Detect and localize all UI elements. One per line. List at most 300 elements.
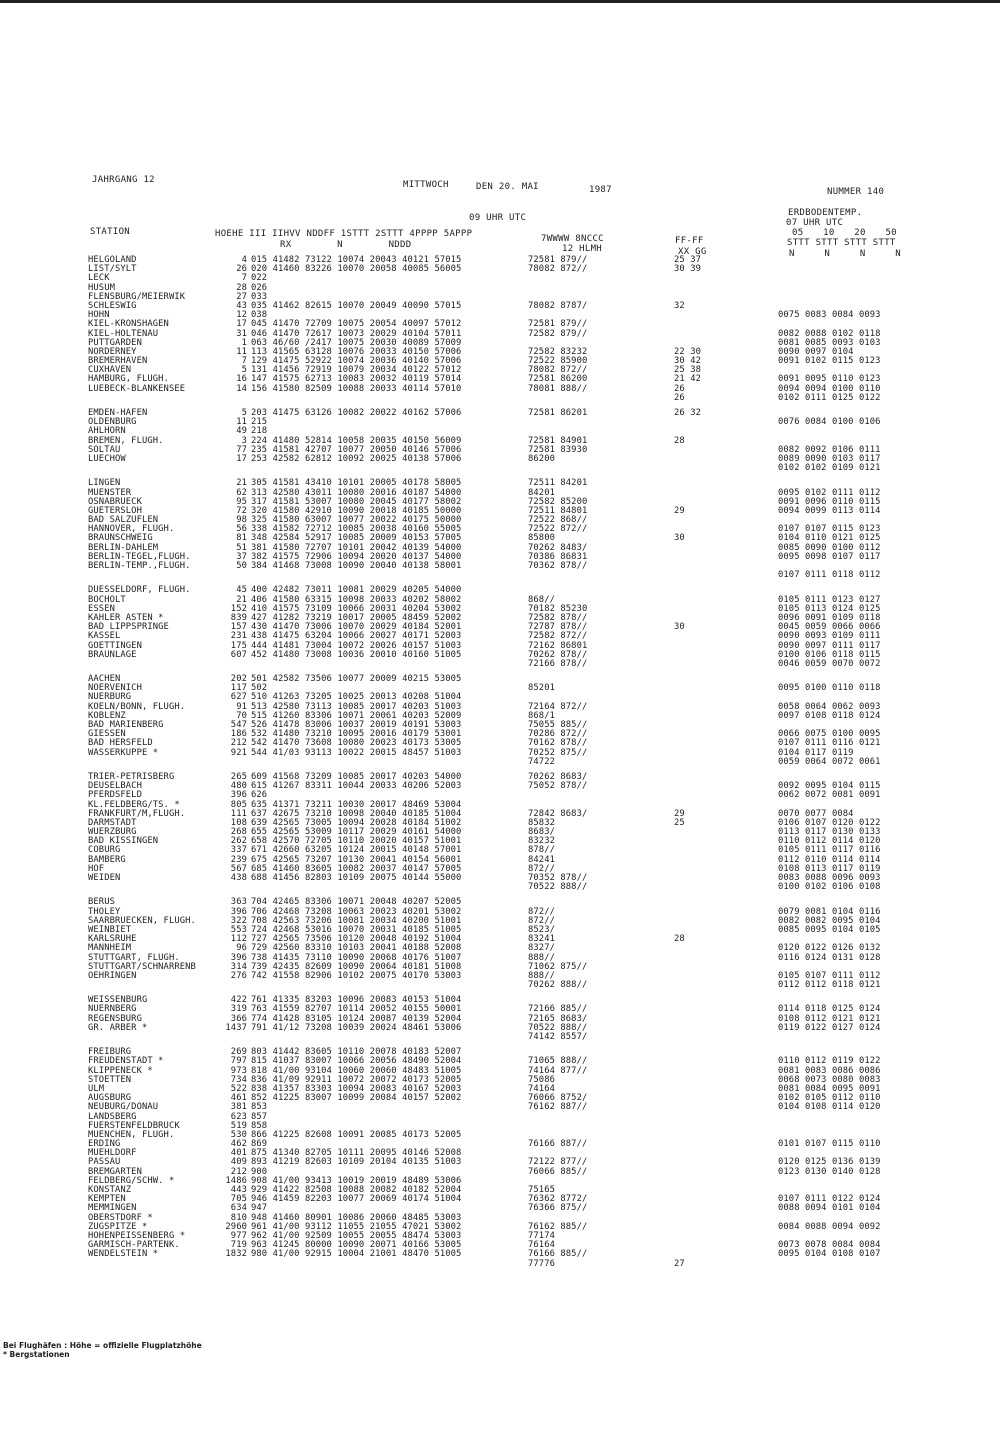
weather-cloud-groups: 70522 888//	[528, 1022, 588, 1033]
header-date: DEN 20. MAI	[476, 182, 539, 192]
station-height: 157	[230, 622, 247, 633]
station-height: 314	[230, 961, 247, 972]
synop-groups: 869	[251, 1139, 268, 1150]
soil-temperatures: 0112 0110 0114 0114	[778, 854, 881, 865]
weather-cloud-groups: 77776	[528, 1258, 555, 1269]
station-row	[88, 1204, 918, 1213]
synop-groups: 948 41460 80901 10086 20060 48485 53003	[251, 1212, 462, 1223]
station-height: 547	[230, 720, 247, 730]
station-name: KARLSRUHE	[88, 934, 137, 945]
station-name: FELDBERG/SCHW. *	[88, 1175, 175, 1186]
synop-groups: 381 41580 72707 10101 20042 40139 54000	[251, 542, 462, 553]
station-height: 152	[230, 603, 247, 614]
soil-temperatures: 0095 0102 0111 0112	[778, 487, 881, 498]
station-height: 96	[236, 943, 247, 954]
station-height: 14	[236, 383, 247, 394]
soil-temperatures: 0106 0107 0120 0122	[778, 817, 881, 828]
station-height: 11	[236, 417, 247, 428]
soil-temperatures: 0091 0096 0110 0115	[778, 496, 881, 507]
weather-cloud-groups: 83232	[528, 836, 555, 847]
station-name: BAD LIPPSPRINGE	[88, 622, 169, 633]
station-name: GOETTINGEN	[88, 640, 142, 651]
station-name: BRAUNLAGE	[88, 649, 137, 660]
station-name: DEUSELBACH	[88, 781, 142, 792]
station-height: 401	[230, 1148, 247, 1159]
synop-groups: 875 41340 82705 10111 20095 40146 52008	[251, 1148, 462, 1159]
station-height: 705	[230, 1194, 247, 1205]
station-name: AUGSBURG	[88, 1093, 132, 1104]
station-row	[88, 954, 918, 963]
station-row	[88, 427, 918, 436]
station-height: 396	[230, 790, 247, 801]
wind-gust-groups: 30	[674, 622, 685, 633]
station-height: 31	[236, 328, 247, 339]
synop-groups: 022	[251, 273, 268, 284]
station-row	[88, 265, 918, 274]
weather-cloud-groups: 84241	[528, 854, 555, 865]
station-row	[88, 926, 918, 935]
station-height: 921	[230, 747, 247, 758]
station-name: BRAUNSCHWEIG	[88, 533, 153, 544]
soil-temperatures: 0090 0093 0109 0111	[778, 631, 881, 642]
station-name: BOCHOLT	[88, 594, 126, 605]
station-name: NEUBURG/DONAU	[88, 1102, 159, 1113]
station-name: KLIPPENECK *	[88, 1065, 153, 1076]
synop-groups: 129 41475 52922 10074 20036 40140 57006	[251, 356, 462, 367]
synop-groups: 501 42582 73506 10077 20009 40215 53005	[251, 674, 462, 685]
weather-cloud-groups: 71062 875//	[528, 961, 588, 972]
soil-temperatures: 0095 0098 0107 0117	[778, 551, 881, 562]
station-name: BAMBERG	[88, 854, 126, 865]
weather-cloud-groups: 74164	[528, 1083, 555, 1094]
station-row	[88, 1140, 918, 1149]
station-row	[88, 684, 918, 693]
synop-groups: 727 42565 73506 10120 20048 40192 51004	[251, 934, 462, 945]
station-name: GARMISCH-PARTENK.	[88, 1240, 180, 1251]
station-name: NOERVENICH	[88, 683, 142, 694]
soil-temperatures: 0088 0094 0101 0104	[778, 1203, 881, 1214]
station-name: FLENSBURG/MEIERWIK	[88, 291, 186, 302]
synop-groups: 305 41581 43410 10101 20005 40178 58005	[251, 478, 462, 489]
station-height: 268	[230, 827, 247, 838]
synop-groups: 962 41/00 92509 10055 20055 48474 53003	[251, 1230, 462, 1241]
synop-groups: 739 42435 82609 10090 20064 40181 51008	[251, 961, 462, 972]
station-name: REGENSBURG	[88, 1013, 142, 1024]
soil-temperatures: 0062 0072 0081 0091	[778, 790, 881, 801]
weather-cloud-groups: 72581 86201	[528, 408, 588, 418]
weather-cloud-groups: 72162 86801	[528, 640, 588, 651]
station-height: 239	[230, 854, 247, 865]
weather-cloud-groups: 72522 868//	[528, 515, 588, 526]
station-name: LUEBECK-BLANKENSEE	[88, 383, 186, 394]
station-height: 202	[230, 674, 247, 685]
weather-cloud-groups: 72581 879//	[528, 319, 588, 330]
station-name: BERLIN-TEGEL,FLUGH.	[88, 551, 191, 562]
weather-cloud-groups: 70262 878//	[528, 649, 588, 660]
weather-cloud-groups: 72582 85200	[528, 496, 588, 507]
station-height: 262	[230, 836, 247, 847]
station-name: SOLTAU	[88, 444, 121, 455]
soil-temperatures: 0119 0122 0127 0124	[778, 1022, 881, 1033]
wind-gust-groups: 21 42	[674, 374, 701, 385]
station-name: HELGOLAND	[88, 255, 137, 265]
station-height: 337	[230, 845, 247, 856]
weather-cloud-groups: 72122 877//	[528, 1157, 588, 1168]
soil-temperatures: 0085 0095 0104 0105	[778, 924, 881, 935]
synop-groups: 430 41470 73006 10070 20029 40184 52001	[251, 622, 462, 633]
station-height: 72	[236, 505, 247, 516]
weather-cloud-groups: 70362 878//	[528, 561, 588, 571]
station-height: 27	[236, 291, 247, 302]
footer-notes	[3, 1341, 202, 1359]
synop-groups: 063 46/60 /2417 10075 20030 40089 57009	[251, 337, 462, 348]
station-height: 43	[236, 300, 247, 311]
synop-groups: 637 42675 73210 10098 20040 40185 51004	[251, 808, 462, 819]
station-height: 4	[241, 255, 247, 265]
station-name: KONSTANZ	[88, 1185, 132, 1195]
synop-groups: 658 42570 72705 10110 20020 40157 51001	[251, 836, 462, 847]
station-name: BAD SALZUFLEN	[88, 515, 159, 526]
station-height: 319	[230, 1004, 247, 1015]
weather-cloud-groups: 72582 83232	[528, 346, 588, 357]
station-height: 567	[230, 863, 247, 874]
station-height: 21	[236, 594, 247, 605]
weather-cloud-groups: 75055 885//	[528, 720, 588, 730]
station-name: MUEHLDORF	[88, 1148, 137, 1159]
header-nummer: NUMMER 140	[827, 187, 885, 197]
station-name: STUTTGART/SCHNARRENB	[88, 961, 196, 972]
synop-groups: 513 42580 73113 10085 20017 40203 51003	[251, 701, 462, 712]
station-name: LIST/SYLT	[88, 264, 137, 275]
station-row	[88, 1223, 918, 1232]
weather-cloud-groups: 70352 878//	[528, 873, 588, 883]
soil-temperatures: 0104 0110 0121 0125	[778, 533, 881, 544]
wind-gust-groups: 26	[674, 383, 685, 394]
soil-temperatures: 0090 0097 0104	[778, 346, 854, 357]
station-row	[88, 791, 918, 800]
weather-cloud-groups: 868//	[528, 594, 555, 605]
station-row	[88, 1250, 918, 1259]
station-name: LANDSBERG	[88, 1111, 137, 1122]
weather-cloud-groups: 84201	[528, 487, 555, 498]
weather-cloud-groups: 77174	[528, 1230, 555, 1241]
synop-groups: 444 41481 73004 10072 20026 40157 51003	[251, 640, 462, 651]
station-height: 91	[236, 701, 247, 712]
station-name: OLDENBURG	[88, 417, 137, 428]
weather-cloud-groups: 85201	[528, 683, 555, 694]
weather-cloud-groups: 76166 887//	[528, 1139, 588, 1150]
station-height: 1832	[225, 1249, 247, 1260]
soil-temperatures: 0059 0064 0072 0061	[778, 756, 881, 767]
soil-temperatures: 0102 0102 0109 0121	[778, 463, 881, 474]
header-erd-title: ERDBODENTEMP.	[788, 208, 863, 218]
station-row	[88, 571, 918, 580]
header-time: 09 UHR UTC	[469, 213, 527, 223]
synop-groups: 325 41580 63007 10077 20022 40175 50000	[251, 515, 462, 526]
wind-gust-groups: 30 39	[674, 264, 701, 275]
weather-cloud-groups: 86200	[528, 453, 555, 464]
synop-groups: 615 41267 83311 10044 20033 40206 52003	[251, 781, 462, 792]
station-height: 7	[241, 356, 247, 367]
synop-groups: 515 41260 83306 10071 20061 40203 52009	[251, 710, 462, 721]
soil-temperatures: 0058 0064 0062 0093	[778, 701, 881, 712]
synop-groups: 742 41558 82906 10102 20075 40170 53003	[251, 970, 462, 981]
synop-groups: 724 42468 53016 10070 20031 40185 51005	[251, 924, 462, 935]
weather-cloud-groups: 70262 8483/	[528, 542, 588, 553]
soil-temperatures: 0097 0108 0118 0124	[778, 710, 881, 721]
station-height: 623	[230, 1111, 247, 1122]
station-table	[88, 256, 918, 1269]
soil-temperatures: 0082 0082 0095 0104	[778, 915, 881, 926]
synop-groups: 838 41357 83303 10094 20083 40167 52003	[251, 1083, 462, 1094]
soil-temperatures: 0108 0113 0117 0119	[778, 863, 881, 874]
weather-cloud-groups: 70182 85230	[528, 603, 588, 614]
soil-temperatures: 0116 0124 0131 0128	[778, 952, 881, 963]
soil-temperatures: 0096 0091 0109 0118	[778, 612, 881, 623]
soil-temperatures: 0114 0118 0125 0124	[778, 1004, 881, 1015]
soil-temperatures: 0081 0085 0093 0103	[778, 337, 881, 348]
weather-cloud-groups: 76162 887//	[528, 1102, 588, 1113]
weather-cloud-groups: 76162 885//	[528, 1221, 588, 1232]
station-name: FREUDENSTADT *	[88, 1056, 164, 1067]
station-height: 805	[230, 799, 247, 810]
station-height: 77	[236, 444, 247, 455]
synop-groups: 639 42565 73005 10094 20028 40184 51002	[251, 817, 462, 828]
station-name: HOHENPEISSENBERG *	[88, 1230, 186, 1241]
soil-temperatures: 0102 0111 0125 0122	[778, 392, 881, 403]
station-height: 45	[236, 585, 247, 596]
synop-groups: 708 42563 73206 10081 20034 40200 51001	[251, 915, 462, 926]
station-name: HOHN	[88, 310, 110, 321]
station-height: 7	[241, 273, 247, 284]
soil-temperatures: 0091 0095 0110 0123	[778, 374, 881, 385]
wind-gust-groups: 26 32	[674, 408, 701, 418]
synop-groups: 113 41565 63128 10076 20033 40150 57006	[251, 346, 462, 357]
weather-cloud-groups: 74164 877//	[528, 1065, 588, 1076]
weather-cloud-groups: 8327/	[528, 943, 555, 954]
soil-temperatures: 0112 0112 0118 0121	[778, 980, 881, 991]
wind-gust-groups: 29	[674, 808, 685, 819]
synop-groups: 046 41470 72617 10073 20029 40104 57011	[251, 328, 462, 339]
header-cols-main-sub: RX N NDDD	[280, 240, 412, 250]
station-height: 530	[230, 1129, 247, 1140]
soil-temperatures: 0076 0084 0100 0106	[778, 417, 881, 428]
station-name: KAHLER ASTEN *	[88, 612, 164, 623]
weather-cloud-groups: 76164	[528, 1240, 555, 1251]
synop-groups: 224 41480 52814 10058 20035 40150 56009	[251, 435, 462, 446]
header-erd-cols-sub: N N N N	[789, 249, 902, 259]
synop-groups: 235 41581 42707 10077 20050 40146 57006	[251, 444, 462, 455]
station-row	[88, 660, 918, 669]
soil-temperatures: 0046 0059 0070 0072	[778, 658, 881, 669]
weather-cloud-groups: 70286 872//	[528, 729, 588, 740]
soil-temperatures: 0082 0088 0102 0118	[778, 328, 881, 339]
wind-gust-groups: 25 37	[674, 255, 701, 265]
synop-groups: 502	[251, 683, 268, 694]
soil-temperatures: 0073 0078 0084 0084	[778, 1240, 881, 1251]
wind-gust-groups: 30 42	[674, 356, 701, 367]
station-row	[88, 284, 918, 293]
soil-temperatures: 0113 0117 0130 0133	[778, 827, 881, 838]
weather-cloud-groups: 72165 8683/	[528, 1013, 588, 1024]
station-row	[88, 274, 918, 283]
synop-groups: 532 41480 73210 10095 20016 40179 53001	[251, 729, 462, 740]
station-row	[88, 311, 918, 320]
station-name: MANNHEIM	[88, 943, 132, 954]
synop-groups: 015 41482 73122 10074 20043 40121 57015	[251, 255, 462, 265]
station-height: 2960	[225, 1221, 247, 1232]
weather-cloud-groups: 76066 885//	[528, 1166, 588, 1177]
soil-temperatures: 0092 0095 0104 0115	[778, 781, 881, 792]
station-name: STOETTEN	[88, 1074, 132, 1085]
synop-groups: 857	[251, 1111, 268, 1122]
station-name: SAARBRUECKEN, FLUGH.	[88, 915, 196, 926]
station-height: 797	[230, 1056, 247, 1067]
soil-temperatures: 0120 0125 0136 0139	[778, 1157, 881, 1168]
weather-cloud-groups: 78082 872//	[528, 264, 588, 275]
soil-temperatures: 0084 0088 0094 0092	[778, 1221, 881, 1232]
soil-temperatures: 0104 0117 0119	[778, 747, 854, 758]
station-height: 396	[230, 952, 247, 963]
synop-groups: 803 41442 83605 10110 20078 40183 52007	[251, 1047, 462, 1058]
station-height: 1437	[225, 1022, 247, 1033]
station-name: BERLIN-TEMP.,FLUGH.	[88, 561, 191, 571]
weather-cloud-groups: 70386 86831	[528, 551, 588, 562]
station-name: FREIBURG	[88, 1047, 132, 1058]
station-name: BAD HERSFELD	[88, 738, 153, 749]
station-row	[88, 357, 918, 366]
station-height: 322	[230, 915, 247, 926]
station-name: WEINBIET	[88, 924, 132, 935]
footer-line-1: Bei Flughäfen : Höhe = offizielle Flugplatzhöhe	[3, 1341, 202, 1350]
station-height: 276	[230, 970, 247, 981]
station-name: DUESSELDORF, FLUGH.	[88, 585, 191, 596]
synop-groups: 384 41468 73008 10090 20040 40138 58001	[251, 561, 462, 571]
soil-temperatures: 0101 0107 0115 0110	[778, 1139, 881, 1150]
station-height: 607	[230, 649, 247, 660]
soil-temperatures: 0095 0100 0110 0118	[778, 683, 881, 694]
soil-temperatures: 0104 0108 0114 0120	[778, 1102, 881, 1113]
weather-cloud-groups: 72787 878//	[528, 622, 588, 633]
station-height: 186	[230, 729, 247, 740]
synop-groups: 655 42565 53009 10117 20029 40161 54000	[251, 827, 462, 838]
station-name: WEISSENBURG	[88, 995, 148, 1006]
station-name: TRIER-PETRISBERG	[88, 771, 175, 782]
synop-groups: 706 42468 73208 10063 20023 40201 53002	[251, 906, 462, 917]
synop-groups: 400 42482 73011 10081 20029 40205 54000	[251, 585, 462, 596]
station-height: 409	[230, 1157, 247, 1168]
station-height: 37	[236, 551, 247, 562]
weather-cloud-groups: 72581 879//	[528, 255, 588, 265]
station-name: BAD MARIENBERG	[88, 720, 164, 730]
header-erd-cols: STTT STTT STTT STTT	[787, 238, 896, 248]
station-height: 175	[230, 640, 247, 651]
station-row	[88, 883, 918, 892]
station-height: 5	[241, 365, 247, 376]
weather-cloud-groups: 76366 875//	[528, 1203, 588, 1214]
wind-gust-groups: 28	[674, 934, 685, 945]
weather-cloud-groups: 75086	[528, 1074, 555, 1085]
weather-cloud-groups: 872//	[528, 863, 555, 874]
synop-groups: 218	[251, 426, 268, 437]
station-name: PASSAU	[88, 1157, 121, 1168]
station-row	[88, 507, 918, 516]
synop-groups: 131 41456 72919 10079 20034 40122 57012	[251, 365, 462, 376]
station-name: KOELN/BONN, FLUGH.	[88, 701, 186, 712]
soil-temperatures: 0094 0099 0113 0114	[778, 505, 881, 516]
weather-cloud-groups: 78082 8787/	[528, 300, 588, 311]
soil-temperatures: 0107 0111 0116 0121	[778, 738, 881, 749]
station-name: NUERBURG	[88, 692, 132, 703]
station-name: LINGEN	[88, 478, 121, 489]
header-erd-time: 07 UHR UTC	[786, 218, 844, 228]
station-height: 381	[230, 1102, 247, 1113]
weather-cloud-groups: 8523/	[528, 924, 555, 935]
soil-temperatures: 0083 0088 0096 0093	[778, 873, 881, 883]
station-name: FUERSTENFELDBRUCK	[88, 1120, 180, 1131]
soil-temperatures: 0095 0104 0108 0107	[778, 1249, 881, 1260]
weather-cloud-groups: 76066 8752/	[528, 1093, 588, 1104]
station-name: ULM	[88, 1083, 105, 1094]
station-height: 839	[230, 612, 247, 623]
wind-gust-groups: 28	[674, 435, 685, 446]
soil-temperatures: 0081 0084 0095 0091	[778, 1083, 881, 1094]
station-name: SCHLESWIG	[88, 300, 137, 311]
station-name: DARMSTADT	[88, 817, 137, 828]
station-height: 231	[230, 631, 247, 642]
station-name: EMDEN-HAFEN	[88, 408, 148, 418]
wind-gust-groups: 30	[674, 533, 685, 544]
station-height: 5	[241, 408, 247, 418]
station-height: 553	[230, 924, 247, 935]
weather-cloud-groups: 888//	[528, 970, 555, 981]
synop-groups: 818 41/00 93104 10060 20060 48483 51005	[251, 1065, 462, 1076]
weather-cloud-groups: 74142 8557/	[528, 1032, 588, 1042]
station-height: 363	[230, 897, 247, 908]
wind-gust-groups: 32	[674, 300, 685, 311]
synop-groups: 852 41225 83007 10099 20084 40157 52002	[251, 1093, 462, 1104]
weather-cloud-groups: 872//	[528, 906, 555, 917]
synop-groups: 963 41245 80000 10090 20071 40166 53005	[251, 1240, 462, 1251]
weather-cloud-groups: 75165	[528, 1185, 555, 1195]
station-name: STUTTGART, FLUGH.	[88, 952, 180, 963]
weather-cloud-groups: 72166 878//	[528, 658, 588, 669]
weather-cloud-groups: 85800	[528, 533, 555, 544]
header-cols-main: HOEHE III IIHVV NDDFF 1STTT 2STTT 4PPPP 5APPP	[215, 229, 473, 239]
weather-cloud-groups: 8683/	[528, 827, 555, 838]
weather-cloud-groups: 872//	[528, 915, 555, 926]
station-name: NUERNBERG	[88, 1004, 137, 1015]
station-name: WASSERKUPPE *	[88, 747, 159, 758]
station-name: OBERSTDORF *	[88, 1212, 153, 1223]
synop-groups: 946 41459 82203 10077 20069 40174 51004	[251, 1194, 462, 1205]
station-name: MEMMINGEN	[88, 1203, 137, 1214]
synop-groups: 763 41559 82707 10114 20052 40155 50001	[251, 1004, 462, 1015]
soil-temperatures: 0107 0111 0118 0112	[778, 570, 881, 581]
station-height: 1486	[225, 1175, 247, 1186]
soil-temperatures: 0105 0111 0123 0127	[778, 594, 881, 605]
station-height: 12	[236, 310, 247, 321]
station-name: HOF	[88, 863, 105, 874]
header-cols-fg: FF-FF	[675, 236, 704, 246]
station-height: 522	[230, 1083, 247, 1094]
synop-groups: 836 41/09 92911 10072 20072 40173 52005	[251, 1074, 462, 1085]
station-name: BREMGARTEN	[88, 1166, 142, 1177]
station-name: HANNOVER, FLUGH.	[88, 524, 175, 535]
station-height: 26	[236, 264, 247, 275]
header-jahrgang: JAHRGANG 12	[92, 175, 155, 185]
weather-cloud-groups: 72164 872//	[528, 701, 588, 712]
